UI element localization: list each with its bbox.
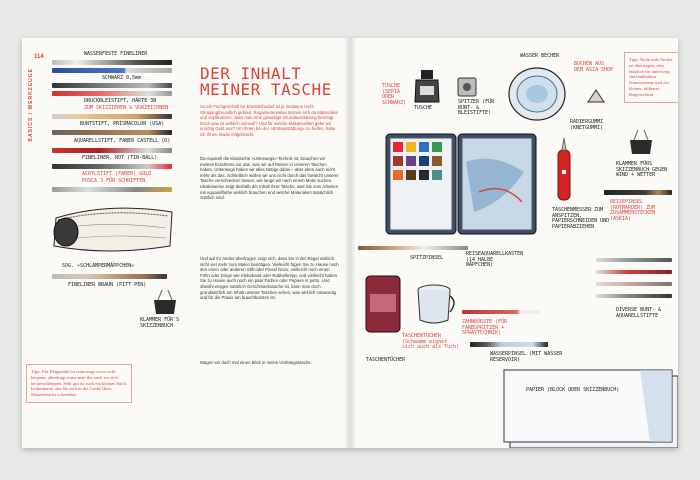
body-paragraph: Und auf Ihr Atelier übertragen zeigt sich, dass Sie in der Regel wirklich nicht viel mehr zum Malen benötigen. Vielleicht fügen Sie zu Hause noch den einen oder anderen Stift oder Pinsel hinzu, vielleicht noch einen Föhn oder Dinge wie Klebeband oder Rubbelkrepp, und vielleicht haben Sie zu Hause auch noch ein paar Farben oder Papiere in petto. Und obwohl einiges natürlich Geschmackssache ist, kann man doch grundsätzlich am Inhalt unserer Taschen sehen, was wirklich notwendig und für die Praxis am brauchbarsten ist. [200, 256, 339, 301]
body-paragraph: Da Aquarell die klassische »Unterwegs«-Technik ist, brauchen wir meines Erachtens nur das, was wir auf Reisen in unseren Taschen haben. Unterwegs haben wir alles Nötige dabei – aber eben auch nicht mehr als das. Schließlich wollen wir uns nicht durch das Gewicht unserer Tasche verschrecken lassen, wie lange wir nach einem Motiv suchen. Idealerweise zeigt deshalb der Inhalt Ihrer Tasche, was Sie zum Arbeiten mit Aquarellfarbe wirklich brauchen und welche Materialien tatsächlich nützlich sind. [200, 156, 339, 201]
pen-sketch [52, 83, 172, 88]
label-acryl2: POSCA 3 FÜR SCHRIFTEN [82, 178, 146, 184]
right-page [350, 38, 678, 448]
sharpener-sketch [456, 74, 478, 98]
label-becher2: BUCHEN AUS DEM ASIA SHOP [574, 61, 614, 73]
label-aquarellstift: AQUARELLSTIFT, FABER CASTELL (D) [74, 138, 171, 144]
pen-sketch [52, 130, 172, 135]
brush-sketch [358, 246, 468, 250]
tip-box: Tipp: Nicht aufs Atelier zu übertragen, aber nützlich für unterwegs sind außerdem Sonnencreme und ein kleiner, faltbarer Regenschirm. [624, 52, 678, 103]
sponge-sketch [364, 274, 402, 334]
pen-sketch [52, 274, 167, 279]
binder-clip-sketch [626, 128, 656, 156]
binder-clip-sketch [150, 288, 180, 316]
label-filzstift: FINELINER BRAUN (PITT PEN) [68, 282, 147, 288]
body-paragraph: Wagen wir doch mal einen Blick in meine Umhängetasche. [200, 360, 312, 365]
label-fineliner2: FINELINER, ROT (TIN-BALL) [82, 155, 158, 161]
label-schwarz: SCHWARZ 0,5mm [102, 75, 142, 81]
label-buntstift: BUNTSTIFT, PRISMACOLOR (USA) [80, 121, 165, 127]
label-diverse: DIVERSE BUNT- & AQUARELLSTIFTE [616, 307, 662, 319]
pencil-case-sketch [48, 198, 178, 258]
label-taschenmesser: TASCHENMESSER ZUM ANSPITZEN, PAPIERSCHNEIDEN UND PAPIERABZIEHEN [552, 207, 610, 230]
pencil-sketch [596, 282, 672, 286]
pencil-sketch [596, 270, 672, 274]
pen-sketch [52, 187, 172, 192]
book-spread [22, 38, 678, 448]
label-kasten: REISEAQUARELLKASTEN (14 HALBE NÄPFCHEN) [466, 251, 524, 268]
label-clip: KLAMMER FÜR'S SKIZZENBUCH [140, 317, 180, 329]
label-druck2: ZUM SKIZZIEREN & VORZEICHNEN [84, 105, 169, 111]
book-gutter [344, 38, 356, 448]
label-zahnbuerste: ZAHNBÜRSTE (FÜR FARBSPRITZER + SPRAYTECHNIK) [462, 319, 508, 336]
left-page [22, 38, 350, 448]
label-becher: WASSER BECHER [520, 53, 560, 59]
pen-sketch [52, 148, 172, 153]
page-number: 114 [34, 54, 44, 60]
brush-sketch [604, 190, 672, 195]
label-tuscheglas: TUSCHE [414, 105, 433, 111]
toothbrush-sketch [462, 310, 540, 314]
pencil-sketch [596, 258, 672, 262]
pen-sketch [52, 114, 172, 119]
pen-sketch [52, 60, 172, 65]
pencil-sketch [596, 294, 672, 298]
label-reisepinsel: REISEPINSEL (ROTMARDER) ZUM ZUSAMMENSTECKEN (ASKIA) [610, 199, 656, 222]
page-title: DER INHALT MEINER TASCHE [200, 64, 332, 99]
tip-box: Tipp: Ein Klappstuhl ist unterwegs zwar recht bequem, allerdings muss man ihn auch wo sich herumschleppen. Sehr gut ist auch ein kleines Stück Isoliermatte, das Sie sich in die Größe Ihres Skizzenbuchs schneiden. [26, 364, 132, 403]
label-tusche: TUSCHE (SEPIA ODER SCHWARZ) [382, 83, 407, 106]
label-spitzpinsel: SPITZPINSEL [410, 255, 444, 261]
water-cup-sketch [506, 66, 568, 122]
tin-mug-sketch [414, 282, 458, 326]
pocket-knife-sketch [552, 136, 576, 202]
pen-sketch [52, 91, 172, 96]
label-papier: PAPIER (BLOCK ODER SKIZZENBUCH) [526, 387, 620, 393]
water-brush-sketch [470, 342, 548, 347]
section-label: BASICS / WERKZEUGE [28, 68, 34, 142]
label-druck: DRUCKBLEISTIFT, HÄRTE 3B [84, 98, 157, 104]
label-fineliner: WASSERFESTE FINELINER [84, 51, 148, 57]
paint-box-sketch [384, 132, 540, 236]
eraser-sketch [586, 88, 606, 106]
label-maeppchen: SOG. »SCHLAMPERMÄPPCHEN« [62, 263, 135, 269]
intro-text: So ein Fachgeschäft für Künstlerbedarf ist ja meistens recht Shoppingfreundlich gebaut. Regalmeterweise türmen sich da Materialien und Implikatoren, dass man eine gewaltige Grundausstattung benötigt. Doch was ist wirklich sinnvoll? Und für welche Malutensilien gebe wir unnötig Geld aus? Um Ihnen bei der »Erstausstattung« zu helfen, habe ich Ihnen etwas mitgebracht. [200, 104, 339, 137]
label-spitzer: SPITZER (FÜR BUNT- & BLEISTIFTE) [458, 99, 495, 116]
pen-sketch [52, 68, 172, 73]
pen-sketch [52, 164, 172, 169]
ink-bottle-sketch [412, 68, 442, 104]
label-schwamm: TASCHENTUCHER (Schwamm eignet sich auch als Tuch) [402, 333, 460, 350]
label-radier: RADIERGUMMI (KNETGUMMI) [570, 119, 604, 131]
label-acryl: ACRYLSTIFT (FABER) GOLD [82, 171, 152, 177]
label-taschentuecher: TASCHENTÜCHER [366, 357, 406, 363]
label-klammer: KLAMMER FÜRS SKIZZENBUCH GEGEN WIND + WETTER [616, 161, 668, 178]
label-wasserpinsel: WASSERPINSEL (MIT WASSER RESERVOIR) [490, 351, 563, 363]
sketchbook-sketch [500, 368, 678, 448]
